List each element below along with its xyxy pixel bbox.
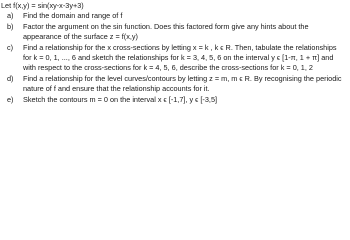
question-item-c xyxy=(1,43,348,74)
item-label-a: a) xyxy=(7,11,14,21)
item-text-e: Sketch the contours m = 0 on the interval x ϵ [-1,7], y ϵ [-3,5] xyxy=(23,94,218,104)
question-item-b xyxy=(1,22,348,43)
item-text-b: Factor the argument on the sin function. Does this factored form give any hints about the appearance of the surface z = f(x,y) xyxy=(23,21,309,42)
item-label-b: b) xyxy=(7,21,14,31)
item-label-c: c) xyxy=(7,42,14,52)
question-item-e xyxy=(1,95,348,105)
question-document xyxy=(1,1,348,105)
question-item-d xyxy=(1,74,348,95)
item-text-d: Find a relationship for the level curves/contours by letting z = m, m ϵ R. By recognising the periodic nature of f and ensure that the relationship accounts for it. xyxy=(23,73,342,94)
item-text-a: Find the domain and range of f xyxy=(23,11,123,21)
function-definition: Let f(x,y) = sin(xy-x-3y+3) xyxy=(1,1,84,10)
item-label-e: e) xyxy=(7,94,14,104)
item-label-d: d) xyxy=(7,73,14,83)
item-text-c: Find a relationship for the x cross-sections by letting x = k , k ϵ R. Then, tabulate the relationships for k = 0, 1, ..., 6 and sketch the relationships for k = 3, 4, 5, 6 on the interval y ϵ [1-π, 1 + π] and with respect to the cross-sections for k = 4, 5, 6, describe the cross-sections for k = 0, 1, 2 xyxy=(23,42,337,73)
question-item-a xyxy=(1,11,348,21)
